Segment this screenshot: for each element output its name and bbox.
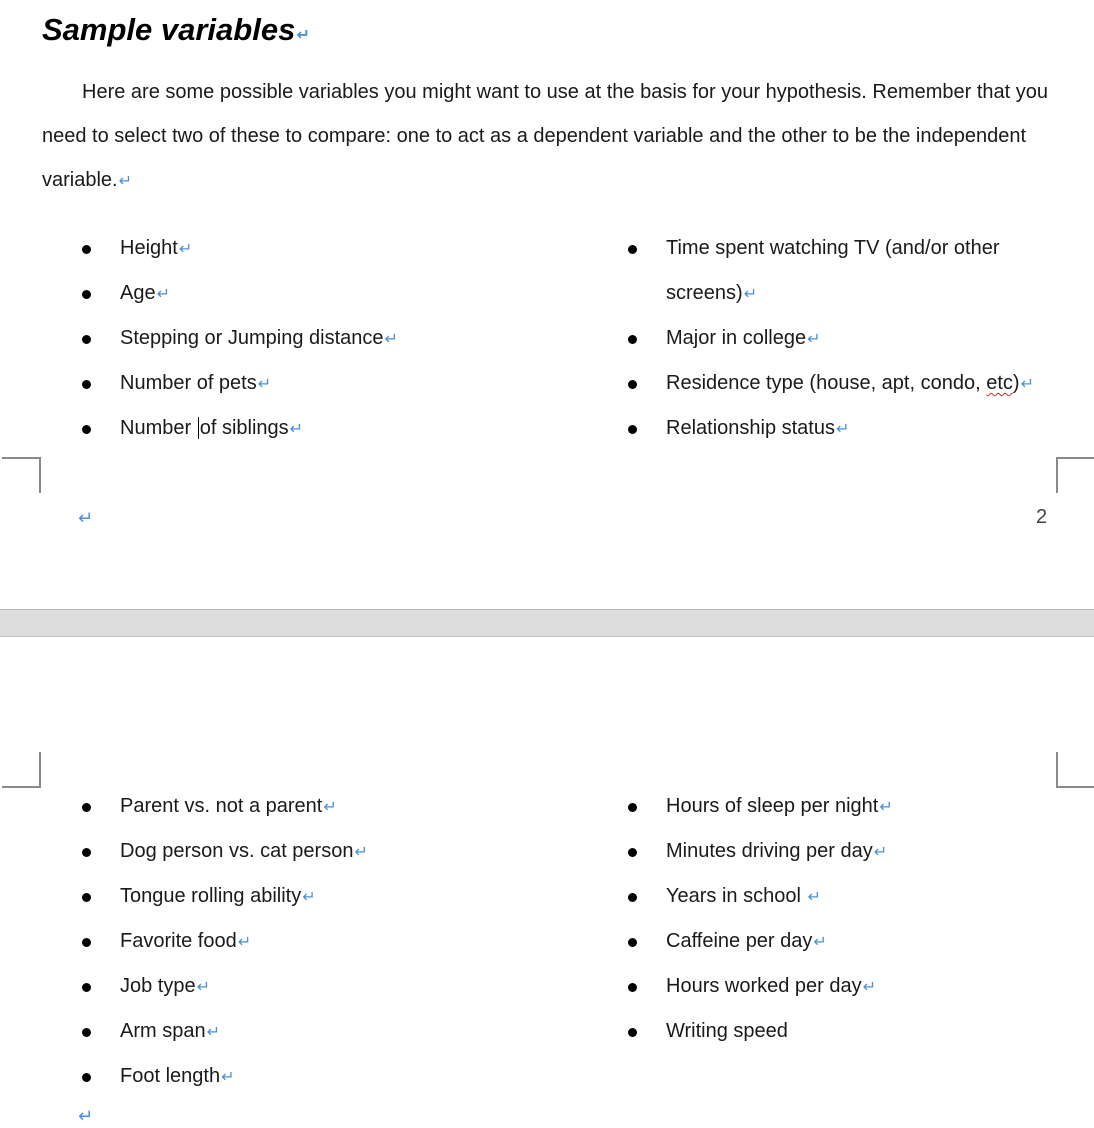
bullet-icon xyxy=(628,380,637,389)
paragraph-mark-icon: ↵ xyxy=(156,286,170,303)
paragraph-mark-icon: ↵ xyxy=(323,799,337,816)
list-item[interactable]: Stepping or Jumping distance↵ xyxy=(42,316,562,361)
crop-mark-icon xyxy=(2,457,41,493)
bullet-icon xyxy=(82,335,91,344)
paragraph-mark-icon: ↵ xyxy=(743,286,758,303)
bullet-icon xyxy=(82,983,91,992)
bullet-icon xyxy=(82,848,91,857)
list-item[interactable]: Writing speed xyxy=(588,1009,1088,1054)
list-item[interactable]: Foot length↵ xyxy=(42,1054,562,1099)
paragraph-mark-icon: ↵ xyxy=(196,979,211,996)
bullet-icon xyxy=(82,1073,91,1082)
list-item[interactable]: Arm span↵ xyxy=(42,1009,562,1054)
paragraph-mark-icon: ↵ xyxy=(178,241,193,258)
page-number: 2 xyxy=(1036,506,1048,528)
list-item[interactable]: Parent vs. not a parent↵ xyxy=(42,784,562,829)
paragraph-mark-icon: ↵ xyxy=(354,844,368,861)
list-item[interactable]: Years in school ↵ xyxy=(588,874,1088,919)
list-item[interactable]: Favorite food↵ xyxy=(42,919,562,964)
paragraph-mark-icon: ↵ xyxy=(879,799,893,816)
paragraph-mark-icon: ↵ xyxy=(384,331,398,348)
paragraph-mark-icon: ↵ xyxy=(862,979,877,996)
intro-paragraph[interactable]: Here are some possible variables you might want to use at the basis for your hypothesis. Remember that you need to select two of these to compare: one to act as a dependent variable and the other to be the independent variable.↵ xyxy=(42,81,1049,191)
paragraph-mark-icon: ↵ xyxy=(206,1024,220,1041)
bullet-icon xyxy=(628,335,637,344)
bullet-icon xyxy=(628,938,637,947)
paragraph-mark-icon: ↵ xyxy=(873,844,888,861)
paragraph-mark-icon: ↵ xyxy=(118,173,133,190)
paragraph-mark-icon: ↵ xyxy=(302,889,316,906)
list-item[interactable]: Relationship status↵ xyxy=(588,406,1088,451)
bullet-icon xyxy=(82,290,91,299)
bullet-icon xyxy=(82,380,91,389)
text-cursor xyxy=(198,417,199,439)
document-heading[interactable]: Sample variables↵ xyxy=(42,12,310,47)
paragraph-mark-icon: ↵ xyxy=(1020,376,1034,393)
spellcheck-underline[interactable]: etc xyxy=(986,372,1013,394)
page-gap xyxy=(0,609,1094,637)
page2-left-list xyxy=(42,784,562,1099)
list-item[interactable]: Age↵ xyxy=(42,271,562,316)
list-item[interactable]: Major in college↵ xyxy=(588,316,1088,361)
bullet-icon xyxy=(82,803,91,812)
paragraph-mark-icon: ↵ xyxy=(289,421,304,438)
list-item[interactable]: Dog person vs. cat person↵ xyxy=(42,829,562,874)
list-item[interactable]: Job type↵ xyxy=(42,964,562,1009)
bullet-icon xyxy=(628,893,637,902)
crop-mark-icon xyxy=(2,752,41,788)
bullet-icon xyxy=(82,425,91,434)
list-item[interactable]: Minutes driving per day↵ xyxy=(588,829,1088,874)
list-item[interactable]: Caffeine per day↵ xyxy=(588,919,1088,964)
paragraph-mark-icon: ↵ xyxy=(807,331,821,348)
paragraph-mark-icon: ↵ xyxy=(257,376,272,393)
bullet-icon xyxy=(82,938,91,947)
list-item[interactable]: Time spent watching TV (and/or other screens)↵ xyxy=(588,226,1088,316)
bullet-icon xyxy=(628,425,637,434)
list-item[interactable]: Tongue rolling ability↵ xyxy=(42,874,562,919)
list-item[interactable]: Hours of sleep per night↵ xyxy=(588,784,1088,829)
paragraph-mark-icon: ↵ xyxy=(296,27,310,44)
paragraph-mark-icon: ↵ xyxy=(807,889,821,906)
page2-right-list xyxy=(588,784,1088,1054)
list-item[interactable]: Number of pets↵ xyxy=(42,361,562,406)
bullet-icon xyxy=(628,245,637,254)
page1-right-list xyxy=(588,226,1088,451)
crop-mark-icon xyxy=(1056,752,1094,788)
list-item[interactable]: Height↵ xyxy=(42,226,562,271)
paragraph-mark-icon: ↵ xyxy=(237,934,252,951)
paragraph-mark-icon: ↵ xyxy=(835,421,850,438)
paragraph-mark-icon: ↵ xyxy=(78,508,94,528)
bullet-icon xyxy=(628,983,637,992)
list-item[interactable]: Residence type (house, apt, condo, etc)↵ xyxy=(588,361,1088,406)
bullet-icon xyxy=(628,803,637,812)
bullet-icon xyxy=(628,1028,637,1037)
paragraph-mark-icon: ↵ xyxy=(78,1106,94,1126)
bullet-icon xyxy=(82,893,91,902)
paragraph-mark-icon: ↵ xyxy=(221,1069,235,1086)
page1-left-list xyxy=(42,226,562,451)
bullet-icon xyxy=(628,848,637,857)
crop-mark-icon xyxy=(1056,457,1094,493)
list-item[interactable]: Hours worked per day↵ xyxy=(588,964,1088,1009)
paragraph-mark-icon: ↵ xyxy=(813,934,827,951)
bullet-icon xyxy=(82,1028,91,1037)
bullet-icon xyxy=(82,245,91,254)
list-item[interactable]: Number of siblings↵ xyxy=(42,406,562,451)
